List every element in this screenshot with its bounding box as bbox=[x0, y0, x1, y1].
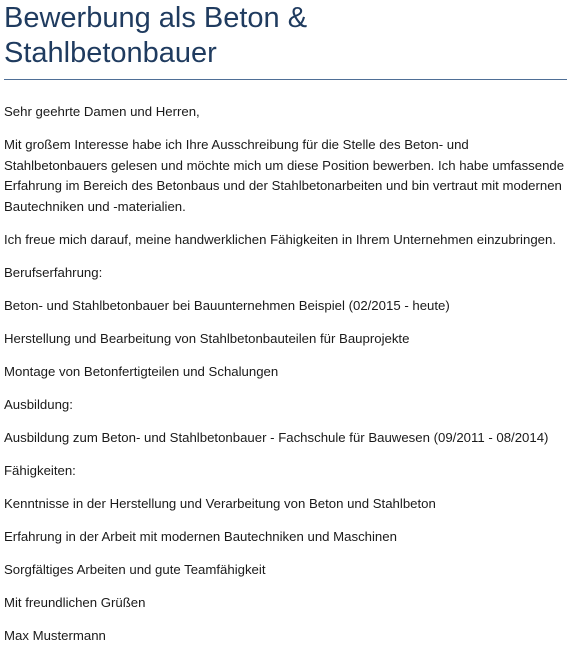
salutation: Sehr geehrte Damen und Herren, bbox=[4, 102, 568, 123]
experience-item: Montage von Betonfertigteilen und Schalungen bbox=[4, 362, 568, 383]
letter-body bbox=[4, 102, 568, 646]
signature-name: Max Mustermann bbox=[4, 626, 568, 646]
document-title-line1: Bewerbung als Beton & bbox=[4, 2, 307, 34]
intro-line: Erfahrung im Bereich des Betonbaus und der Stahlbetonarbeiten und bin vertraut mit modernen bbox=[4, 176, 568, 197]
experience-item: Beton- und Stahlbetonbauer bei Bauunternehmen Beispiel (02/2015 - heute) bbox=[4, 296, 568, 317]
motivation-paragraph: Ich freue mich darauf, meine handwerklichen Fähigkeiten in Ihrem Unternehmen einzubringen. bbox=[4, 230, 568, 251]
experience-heading: Berufserfahrung: bbox=[4, 263, 568, 284]
education-item: Ausbildung zum Beton- und Stahlbetonbauer - Fachschule für Bauwesen (09/2011 - 08/2014) bbox=[4, 428, 568, 449]
education-heading: Ausbildung: bbox=[4, 395, 568, 416]
skills-item: Erfahrung in der Arbeit mit modernen Bautechniken und Maschinen bbox=[4, 527, 568, 548]
intro-line: Mit großem Interesse habe ich Ihre Ausschreibung für die Stelle des Beton- und bbox=[4, 135, 568, 156]
intro-paragraph bbox=[4, 135, 568, 217]
title-divider bbox=[4, 79, 567, 80]
skills-item: Sorgfältiges Arbeiten und gute Teamfähigkeit bbox=[4, 560, 568, 581]
document-title-line2: Stahlbetonbauer bbox=[4, 37, 217, 69]
skills-heading: Fähigkeiten: bbox=[4, 461, 568, 482]
intro-line: Stahlbetonbauers gelesen und möchte mich um diese Position bewerben. Ich habe umfassende bbox=[4, 156, 568, 177]
skills-item: Kenntnisse in der Herstellung und Verarbeitung von Beton und Stahlbeton bbox=[4, 494, 568, 515]
intro-line: Bautechniken und -materialien. bbox=[4, 197, 568, 218]
document-title bbox=[4, 0, 568, 71]
document-page bbox=[4, 0, 568, 646]
closing: Mit freundlichen Grüßen bbox=[4, 593, 568, 614]
experience-item: Herstellung und Bearbeitung von Stahlbetonbauteilen für Bauprojekte bbox=[4, 329, 568, 350]
